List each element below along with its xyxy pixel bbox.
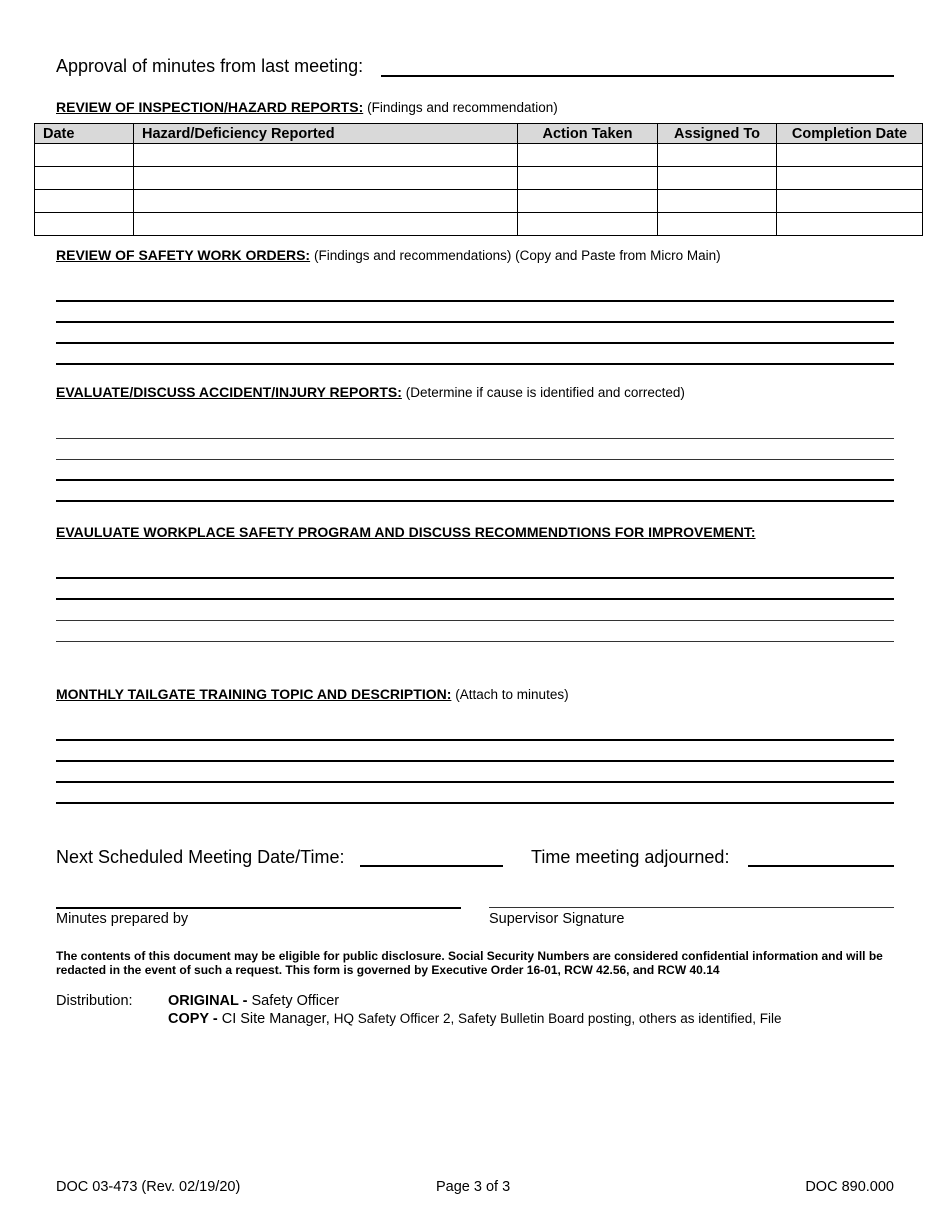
- table-cell[interactable]: [35, 167, 134, 190]
- table-cell[interactable]: [777, 190, 923, 213]
- tailgate-line-3[interactable]: [56, 781, 894, 783]
- inspection-heading: REVIEW OF INSPECTION/HAZARD REPORTS:: [56, 99, 364, 115]
- table-row: [35, 213, 923, 236]
- copy-value-rest: HQ Safety Officer 2, Safety Bulletin Board posting, others as identified, File: [333, 1011, 782, 1026]
- program-heading: EVAULUATE WORKPLACE SAFETY PROGRAM AND DISCUSS RECOMMENDTIONS FOR IMPROVEMENT:: [56, 524, 756, 540]
- column-header-date: Date: [35, 124, 134, 144]
- tailgate-line-4[interactable]: [56, 802, 894, 804]
- work-orders-line-2[interactable]: [56, 321, 894, 323]
- column-header-action-taken: Action Taken: [518, 124, 658, 144]
- table-cell[interactable]: [35, 144, 134, 167]
- table-cell[interactable]: [134, 190, 518, 213]
- column-header-completion-date: Completion Date: [777, 124, 923, 144]
- work-orders-line-4[interactable]: [56, 363, 894, 365]
- work-orders-note: (Findings and recommendations) (Copy and Paste from Micro Main): [313, 248, 721, 263]
- hazard-table: [34, 123, 923, 236]
- tailgate-heading: MONTHLY TAILGATE TRAINING TOPIC AND DESCRIPTION:: [56, 686, 452, 702]
- supervisor-signature-label: Supervisor Signature: [489, 911, 625, 927]
- table-cell[interactable]: [658, 167, 777, 190]
- program-section-heading: [56, 524, 756, 540]
- next-meeting-label: Next Scheduled Meeting Date/Time:: [56, 847, 345, 867]
- table-cell[interactable]: [134, 213, 518, 236]
- table-cell[interactable]: [134, 167, 518, 190]
- accident-line-2[interactable]: [56, 459, 894, 460]
- table-cell[interactable]: [35, 213, 134, 236]
- table-cell[interactable]: [518, 190, 658, 213]
- table-cell[interactable]: [777, 167, 923, 190]
- accident-line-1[interactable]: [56, 438, 894, 439]
- footer-page-number: Page 3 of 3: [436, 1179, 511, 1195]
- table-cell[interactable]: [518, 213, 658, 236]
- column-header-hazard: Hazard/Deficiency Reported: [134, 124, 518, 144]
- column-header-assigned-to: Assigned To: [658, 124, 777, 144]
- table-row: [35, 190, 923, 213]
- distribution-copy: [168, 1011, 782, 1027]
- table-row: [35, 167, 923, 190]
- tailgate-section-heading: [56, 686, 569, 702]
- program-line-3[interactable]: [56, 620, 894, 621]
- footer-policy-number: DOC 890.000: [805, 1179, 894, 1195]
- accident-note: (Determine if cause is identified and corrected): [405, 385, 685, 400]
- accident-heading: EVALUATE/DISCUSS ACCIDENT/INJURY REPORTS:: [56, 384, 402, 400]
- program-line-4[interactable]: [56, 641, 894, 642]
- work-orders-line-3[interactable]: [56, 342, 894, 344]
- adjourned-label: Time meeting adjourned:: [531, 847, 730, 867]
- approval-label: Approval of minutes from last meeting:: [56, 56, 364, 76]
- table-cell[interactable]: [658, 190, 777, 213]
- work-orders-heading: REVIEW OF SAFETY WORK ORDERS:: [56, 247, 311, 263]
- work-orders-section-heading: [56, 247, 721, 263]
- work-orders-line-1[interactable]: [56, 300, 894, 302]
- table-cell[interactable]: [518, 167, 658, 190]
- adjourned-input-line[interactable]: [748, 865, 894, 867]
- table-cell[interactable]: [777, 213, 923, 236]
- inspection-section-heading: [56, 99, 558, 115]
- accident-section-heading: [56, 384, 685, 400]
- table-cell[interactable]: [134, 144, 518, 167]
- table-cell[interactable]: [518, 144, 658, 167]
- program-line-2[interactable]: [56, 598, 894, 600]
- next-meeting-input-line[interactable]: [360, 865, 503, 867]
- accident-line-3[interactable]: [56, 479, 894, 481]
- inspection-note: (Findings and recommendation): [367, 100, 558, 115]
- supervisor-signature-line[interactable]: [489, 907, 894, 908]
- accident-line-4[interactable]: [56, 500, 894, 502]
- prepared-by-signature-line[interactable]: [56, 907, 461, 909]
- tailgate-line-1[interactable]: [56, 739, 894, 741]
- copy-label: COPY -: [168, 1011, 218, 1027]
- tailgate-note: (Attach to minutes): [455, 687, 569, 702]
- program-line-1[interactable]: [56, 577, 894, 579]
- copy-value-main: CI Site Manager,: [221, 1011, 330, 1027]
- table-cell[interactable]: [777, 144, 923, 167]
- hazard-table-header: [35, 124, 923, 144]
- original-value: Safety Officer: [251, 993, 340, 1009]
- tailgate-line-2[interactable]: [56, 760, 894, 762]
- table-cell[interactable]: [35, 190, 134, 213]
- table-cell[interactable]: [658, 213, 777, 236]
- prepared-by-label: Minutes prepared by: [56, 911, 189, 927]
- disclaimer-text: The contents of this document may be eligible for public disclosure. Social Security Numbers are considered confidential information and will be redacted in the event of such a request. This form is governed by Executive Order 16-01, RCW 42.56, and RCW 40.14: [56, 949, 883, 977]
- footer-form-number: DOC 03-473 (Rev. 02/19/20): [56, 1179, 241, 1195]
- distribution-original: [168, 993, 339, 1009]
- distribution-label: Distribution:: [56, 993, 133, 1009]
- table-row: [35, 144, 923, 167]
- approval-input-line[interactable]: [381, 75, 894, 77]
- original-label: ORIGINAL -: [168, 993, 248, 1009]
- table-cell[interactable]: [658, 144, 777, 167]
